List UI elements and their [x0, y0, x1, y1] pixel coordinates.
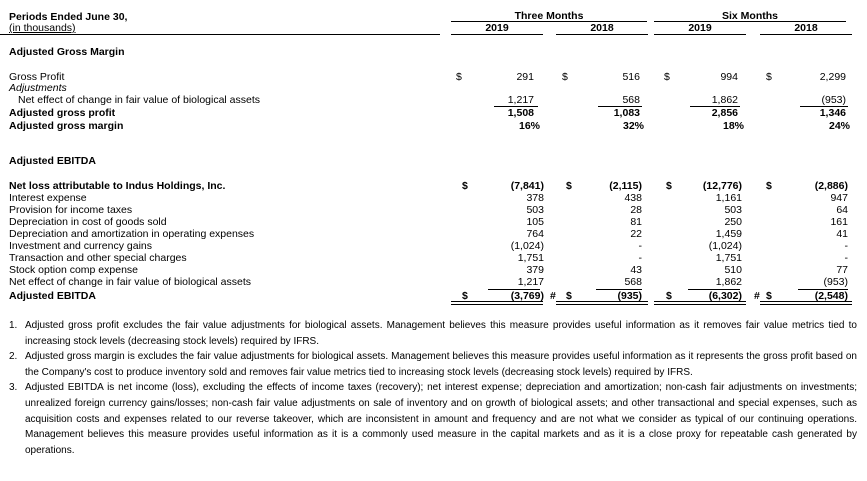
footnote-number: 3. [9, 382, 18, 394]
divider [760, 34, 852, 35]
cell-value: 32% [622, 120, 644, 132]
row-label: Provision for income taxes [9, 204, 133, 216]
cell-value: 503 [724, 204, 742, 216]
cell-value: (12,776) [702, 180, 742, 192]
row-label: Investment and currency gains [9, 240, 152, 252]
cell-value: - [638, 240, 642, 252]
footnotes [9, 318, 857, 458]
row-label: Adjusted EBITDA [9, 290, 96, 302]
cell-value: (7,841) [510, 180, 544, 192]
cell-value: (935) [617, 290, 642, 302]
row-label: Adjustments [9, 82, 67, 94]
cell-value: 764 [526, 228, 544, 240]
dollar-sign: $ [664, 71, 670, 83]
cell-value: 947 [830, 192, 848, 204]
cell-value: - [844, 252, 848, 264]
group-header-three-months: Three Months [514, 10, 584, 22]
dollar-sign: $ [766, 180, 772, 192]
row-label: Stock option comp expense [9, 264, 138, 276]
dollar-sign: $ [666, 290, 672, 302]
cell-value: 1,862 [715, 276, 742, 288]
cell-value: (2,115) [609, 180, 642, 192]
cell-value: 438 [624, 192, 642, 204]
footnote-text: Adjusted EBITDA is net income (loss), excluding the effects of income taxes (recovery); net interest expense; depreciation and amortization; non-cash fair adjustments on investments; unrealized foreign currency gains/losses; non-cash fair value adjustments on sale of inventory and on growth of biological assets; and other transactional and special expenses, such as acquisition costs and expenses related to our reverse takeover, which are inconsistent in amount and frequency and are not what we consider as typical of our continuing operations. Management believes this measure provides useful information as it is a commonly used measure in the capital markets and as it is a close proxy for repeatable cash generated by operations. [25, 382, 857, 456]
cell-value: 43 [630, 264, 642, 276]
cell-value: (2,548) [814, 290, 848, 302]
section-title-ebitda: Adjusted EBITDA [9, 155, 96, 167]
cell-value: 291 [516, 71, 534, 83]
cell-value: 24% [828, 120, 850, 132]
double-underline [451, 301, 543, 305]
cell-value: 1,346 [819, 107, 846, 119]
row-label: Depreciation and amortization in operating expenses [9, 228, 255, 240]
footnote-number: 1. [9, 320, 18, 331]
cell-value: 510 [724, 264, 742, 276]
year-header: 2019 [688, 22, 712, 34]
divider [798, 289, 848, 290]
year-header: 2018 [794, 22, 818, 34]
cell-value: 250 [724, 216, 742, 228]
dollar-sign: $ [566, 180, 572, 192]
row-label: Adjusted gross profit [9, 107, 116, 119]
footnote-number: 2. [9, 351, 18, 363]
dollar-sign: $ [462, 180, 468, 192]
cell-value: 1,161 [715, 192, 742, 204]
cell-value: 1,862 [711, 94, 738, 106]
footnote [9, 380, 857, 458]
cell-value: 2,856 [711, 107, 738, 119]
cell-value: - [844, 240, 848, 252]
row-label: Net effect of change in fair value of biological assets [18, 94, 261, 106]
footnote [9, 318, 857, 349]
cell-value: (953) [821, 94, 846, 106]
cell-value: 994 [720, 71, 738, 83]
cell-value: 568 [622, 94, 640, 106]
divider [654, 34, 746, 35]
row-label: Adjusted gross margin [9, 120, 124, 132]
divider [451, 34, 543, 35]
cell-value: 1,751 [517, 252, 544, 264]
cell-value: 77 [836, 264, 848, 276]
dollar-sign: $ [456, 71, 462, 83]
cell-value: 568 [624, 276, 642, 288]
double-underline [654, 301, 746, 305]
footnote [9, 349, 857, 380]
cell-value: 1,508 [507, 107, 534, 119]
section-title-gross-margin: Adjusted Gross Margin [9, 46, 125, 58]
year-header: 2019 [485, 22, 509, 34]
cell-value: 1,459 [715, 228, 742, 240]
row-label: Net effect of change in fair value of biological assets [9, 276, 252, 288]
cell-value: 379 [526, 264, 544, 276]
cell-value: (953) [823, 276, 848, 288]
dollar-sign: $ [462, 290, 468, 302]
double-underline [556, 301, 648, 305]
cell-value: 1,217 [517, 276, 544, 288]
cell-value: 516 [622, 71, 640, 83]
year-header: 2018 [590, 22, 614, 34]
row-label: Interest expense [9, 192, 87, 204]
dollar-sign: $ [566, 290, 572, 302]
cell-value: (2,886) [814, 180, 848, 192]
cell-value: (3,769) [510, 290, 544, 302]
cell-value: 1,083 [613, 107, 640, 119]
cell-value: 1,751 [715, 252, 742, 264]
units-label: (in thousands) [9, 22, 76, 34]
dollar-sign: $ [562, 71, 568, 83]
cell-value: 16% [518, 120, 540, 132]
row-label: Transaction and other special charges [9, 252, 187, 264]
row-label: Net loss attributable to Indus Holdings, Inc. [9, 180, 226, 192]
group-header-six-months: Six Months [721, 10, 778, 22]
cell-value: 28 [630, 204, 642, 216]
cell-value: - [638, 252, 642, 264]
cell-value: (6,302) [708, 290, 742, 302]
cell-value: 503 [526, 204, 544, 216]
cell-value: (1,024) [510, 240, 544, 252]
footnote-text: Adjusted gross profit excludes the fair value adjustments for biological assets. Management believes this measure provides useful information as it removes fair value metrics tied to increasing stock levels (decreasing stock levels) required by IFRS. [25, 320, 857, 347]
double-underline [760, 301, 852, 305]
cell-value: 161 [830, 216, 848, 228]
cell-value: 81 [630, 216, 642, 228]
divider [688, 289, 740, 290]
dollar-sign: $ [666, 180, 672, 192]
row-label: Depreciation in cost of goods sold [9, 216, 167, 228]
divider [596, 289, 642, 290]
footnote-text: Adjusted gross margin is excludes the fair value adjustments for biological assets. Management believes this measure provides useful information as it represents the gross profit based on the Company's cost to produce inventory sold and removes fair value metrics tied to increasing stock levels (decreasing stock levels) required by IFRS. [25, 351, 857, 378]
divider [488, 289, 540, 290]
dollar-sign: $ [766, 71, 772, 83]
cell-value: 41 [836, 228, 848, 240]
cell-value: (1,024) [708, 240, 742, 252]
divider [0, 34, 440, 35]
cell-value: 64 [836, 204, 848, 216]
periods-label: Periods Ended June 30, [9, 11, 128, 23]
divider [556, 34, 648, 35]
cell-value: 2,299 [819, 71, 846, 83]
hash-mark: # [754, 290, 760, 302]
cell-value: 18% [722, 120, 744, 132]
cell-value: 378 [526, 192, 544, 204]
cell-value: 105 [526, 216, 544, 228]
row-label: Gross Profit [9, 71, 65, 83]
cell-value: 1,217 [507, 94, 534, 106]
hash-mark: # [550, 290, 556, 302]
cell-value: 22 [630, 228, 642, 240]
dollar-sign: $ [766, 290, 772, 302]
